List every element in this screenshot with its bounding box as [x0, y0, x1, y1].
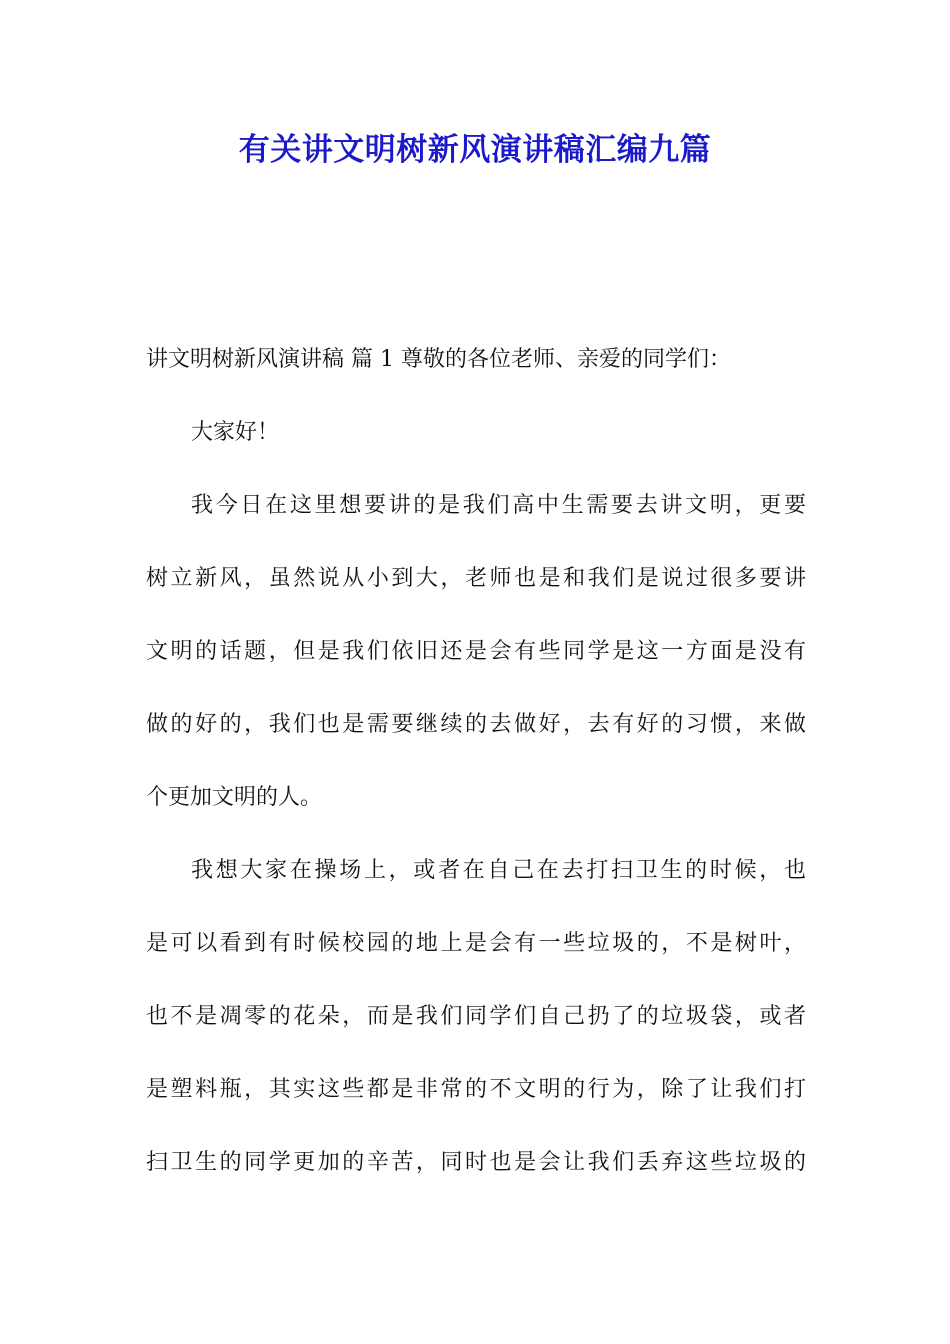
paragraph-line: 扫卫生的同学更加的辛苦，同时也是会让我们丢弃这些垃圾的	[146, 1150, 806, 1175]
paragraph-line: 是塑料瓶，其实这些都是非常的不文明的行为，除了让我们打	[146, 1077, 806, 1102]
paragraph-line: 个更加文明的人。	[146, 785, 323, 810]
paragraph-line: 树立新风，虽然说从小到大，老师也是和我们是说过很多要讲	[146, 566, 806, 591]
paragraph-line: 做的好的，我们也是需要继续的去做好，去有好的习惯，来做	[146, 712, 806, 737]
paragraph-line: 大家好！	[191, 420, 280, 445]
paragraph-line: 是可以看到有时候校园的地上是会有一些垃圾的，不是树叶，	[146, 931, 806, 956]
paragraph-line: 也不是凋零的花朵，而是我们同学们自己扔了的垃圾袋，或者	[146, 1004, 806, 1029]
document-title: 有关讲文明树新风演讲稿汇编九篇	[238, 132, 712, 168]
document-body	[146, 340, 806, 1216]
paragraph-line: 文明的话题，但是我们依旧还是会有些同学是这一方面是没有	[146, 639, 806, 664]
paragraph-line: 我想大家在操场上，或者在自己在去打扫卫生的时候，也	[191, 858, 806, 883]
paragraph-line: 我今日在这里想要讲的是我们高中生需要去讲文明，更要	[191, 493, 806, 518]
paragraph-line: 讲文明树新风演讲稿 篇 1 尊敬的各位老师、亲爱的同学们：	[146, 347, 731, 372]
